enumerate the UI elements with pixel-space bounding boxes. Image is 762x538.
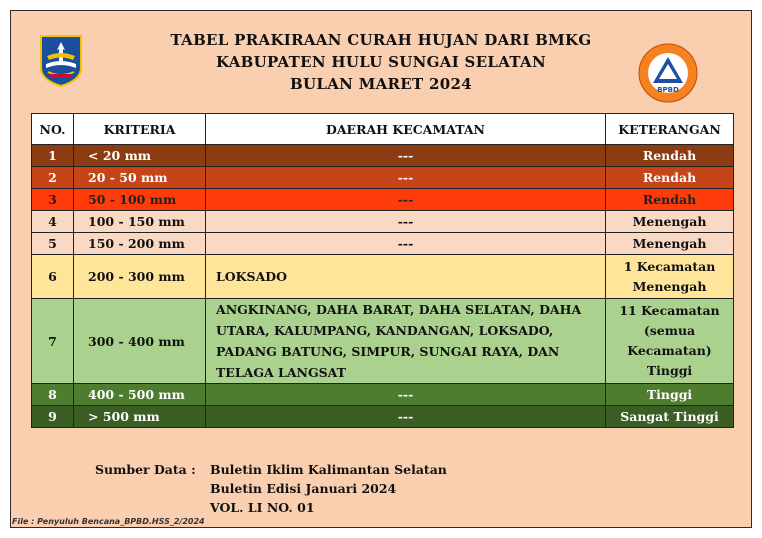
row-daerah: --- <box>206 211 606 233</box>
keterangan-line: Tinggi <box>646 363 693 378</box>
row-keterangan <box>606 255 734 299</box>
keterangan-line: Kecamatan) <box>627 343 712 358</box>
row-no: 2 <box>32 167 74 189</box>
row-daerah: --- <box>206 233 606 255</box>
rainfall-forecast-table <box>31 113 734 428</box>
row-no: 1 <box>32 145 74 167</box>
table-row <box>32 255 734 299</box>
row-kriteria: > 500 mm <box>74 406 206 428</box>
keterangan-line: 11 Kecamatan <box>619 303 720 318</box>
row-kriteria: 300 - 400 mm <box>74 299 206 384</box>
table-row <box>32 299 734 384</box>
table-row <box>32 406 734 428</box>
table-row <box>32 211 734 233</box>
row-no: 4 <box>32 211 74 233</box>
row-keterangan: Rendah <box>606 189 734 211</box>
row-no: 5 <box>32 233 74 255</box>
table-header-row <box>32 114 734 145</box>
daerah-line: ANGKINANG, DAHA BARAT, DAHA SELATAN, DAHA <box>216 302 582 317</box>
daerah-line: PADANG BATUNG, SIMPUR, SUNGAI RAYA, DAN <box>216 344 560 359</box>
source-line: VOL. LI NO. 01 <box>210 500 315 515</box>
row-no: 8 <box>32 384 74 406</box>
row-kriteria: 100 - 150 mm <box>74 211 206 233</box>
row-daerah: --- <box>206 189 606 211</box>
table-row <box>32 167 734 189</box>
row-kriteria: 50 - 100 mm <box>74 189 206 211</box>
row-daerah <box>206 299 606 384</box>
source-line: Buletin Iklim Kalimantan Selatan <box>210 462 447 477</box>
title-line-1: TABEL PRAKIRAAN CURAH HUJAN DARI BMKG <box>170 31 592 49</box>
title-line-2: KABUPATEN HULU SUNGAI SELATAN <box>216 53 546 71</box>
row-keterangan: Rendah <box>606 145 734 167</box>
row-kriteria: 400 - 500 mm <box>74 384 206 406</box>
keterangan-line: (semua <box>643 323 696 338</box>
row-kriteria: < 20 mm <box>74 145 206 167</box>
row-keterangan: Rendah <box>606 167 734 189</box>
row-kriteria: 150 - 200 mm <box>74 233 206 255</box>
row-keterangan <box>606 299 734 384</box>
daerah-line: TELAGA LANGSAT <box>216 365 346 380</box>
row-daerah: --- <box>206 406 606 428</box>
row-no: 7 <box>32 299 74 384</box>
table-row <box>32 233 734 255</box>
daerah-line: UTARA, KALUMPANG, KANDANGAN, LOKSADO, <box>216 323 554 338</box>
header-no: NO. <box>32 114 74 145</box>
source-label: Sumber Data : <box>95 462 196 477</box>
row-no: 3 <box>32 189 74 211</box>
title-line-3: BULAN MARET 2024 <box>290 75 472 93</box>
header-daerah-kecamatan: DAERAH KECAMATAN <box>206 114 606 145</box>
row-daerah: LOKSADO <box>206 255 606 299</box>
table-row <box>32 189 734 211</box>
row-keterangan: Menengah <box>606 211 734 233</box>
keterangan-line: Menengah <box>632 278 707 294</box>
source-line: Buletin Edisi Januari 2024 <box>210 481 397 496</box>
bpbd-logo-icon <box>637 42 699 104</box>
row-keterangan: Sangat Tinggi <box>606 406 734 428</box>
bpbd-logo-text: BPBD <box>657 86 679 94</box>
table-row <box>32 384 734 406</box>
source-values <box>210 460 447 517</box>
header-keterangan: KETERANGAN <box>606 114 734 145</box>
row-keterangan: Tinggi <box>606 384 734 406</box>
row-kriteria: 20 - 50 mm <box>74 167 206 189</box>
row-daerah: --- <box>206 167 606 189</box>
header-kriteria: KRITERIA <box>74 114 206 145</box>
table-row <box>32 145 734 167</box>
row-kriteria: 200 - 300 mm <box>74 255 206 299</box>
row-no: 6 <box>32 255 74 299</box>
row-daerah: --- <box>206 384 606 406</box>
file-note: File : Penyuluh Bencana_BPBD.HSS_2/2024 <box>12 517 205 526</box>
row-no: 9 <box>32 406 74 428</box>
row-keterangan: Menengah <box>606 233 734 255</box>
keterangan-line: 1 Kecamatan <box>623 258 716 274</box>
row-daerah: --- <box>206 145 606 167</box>
